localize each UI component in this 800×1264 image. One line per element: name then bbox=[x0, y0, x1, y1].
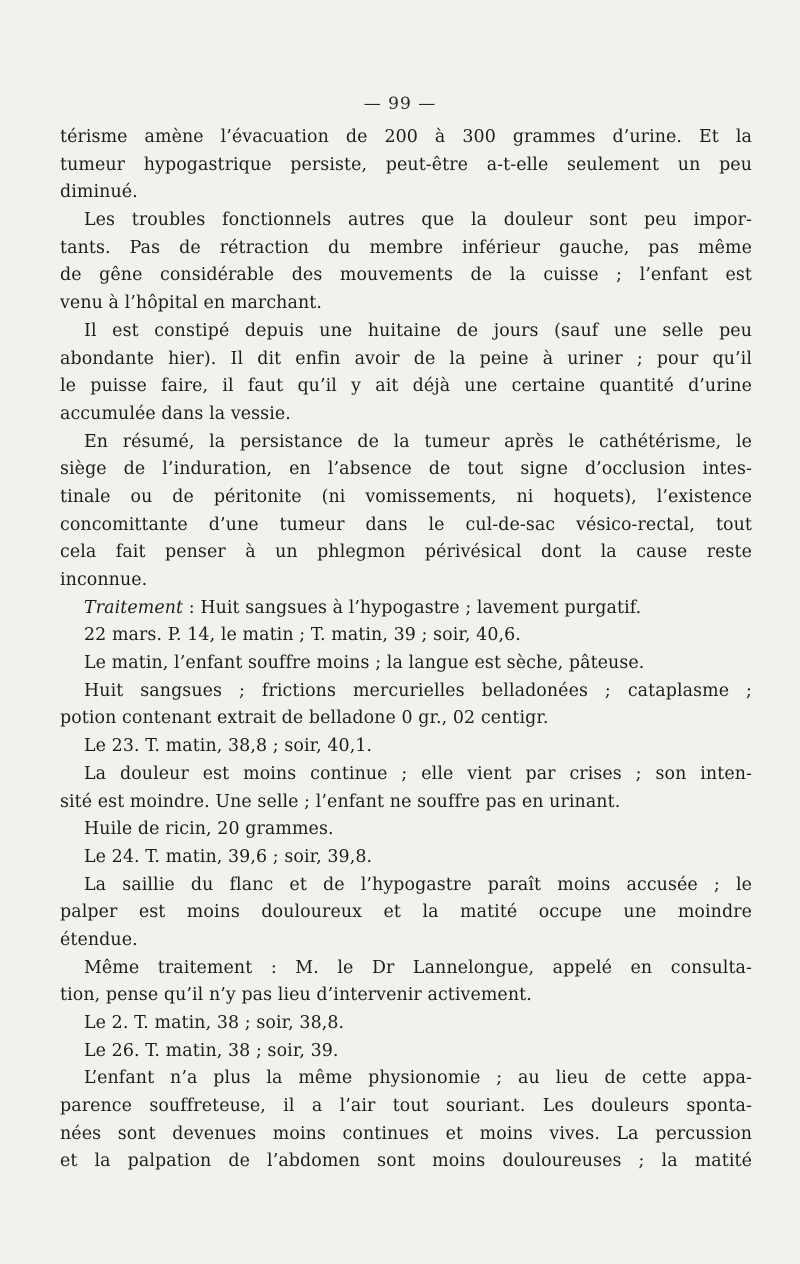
text-line: Les troubles fonctionnels autres que la douleur sont peu impor- bbox=[84, 210, 752, 231]
text-line: Huile de ricin, 20 grammes. bbox=[84, 819, 334, 840]
text-line: concomittante d’une tumeur dans le cul-de-sac vésico-rectal, tout bbox=[60, 514, 752, 535]
text-line: Même traitement : M. le Dr Lannelongue, appelé en consulta- bbox=[84, 957, 752, 978]
text-line: et la palpation de l’abdomen sont moins douloureuses ; la matité bbox=[60, 1151, 752, 1172]
text-line: Le 2. T. matin, 38 ; soir, 38,8. bbox=[84, 1013, 345, 1033]
text-line: En résumé, la persistance de la tumeur après le cathétérisme, le bbox=[84, 431, 752, 452]
text-line: L’enfant n’a plus la même physionomie ; au lieu de cette appa- bbox=[84, 1068, 752, 1089]
text-line: nées sont devenues moins continues et moins vives. La percussion bbox=[60, 1123, 752, 1144]
text-line: abondante hier). Il dit enfin avoir de la peine à uriner ; pour qu’il bbox=[60, 348, 752, 369]
text-line: Huit sangsues ; frictions mercurielles belladonées ; cataplasme ; bbox=[84, 680, 752, 701]
text-line: tinale ou de péritonite (ni vomissements, ni hoquets), l’existence bbox=[60, 486, 752, 507]
text-line: Il est constipé depuis une huitaine de jours (sauf une selle peu bbox=[84, 320, 752, 341]
text-line: le puisse faire, il faut qu’il y ait déjà une certaine quantité d’urine bbox=[60, 376, 752, 397]
text-line: térisme amène l’évacuation de 200 à 300 grammes d’urine. Et la bbox=[60, 127, 752, 147]
text-line: palper est moins douloureux et la matité occupe une moindre bbox=[60, 902, 752, 923]
text-line: étendue. bbox=[60, 929, 138, 950]
page-number: — 99 — bbox=[363, 94, 437, 114]
text-line: venu à l’hôpital en marchant. bbox=[60, 293, 322, 314]
text-line bbox=[60, 595, 752, 623]
text-line: tants. Pas de rétraction du membre inférieur gauche, pas même bbox=[60, 237, 752, 258]
text-line: Le 24. T. matin, 39,6 ; soir, 39,8. bbox=[84, 846, 373, 867]
text-line: tion, pense qu’il n’y pas lieu d’intervenir activement. bbox=[60, 985, 532, 1006]
text-line: potion contenant extrait de belladone 0 gr., 02 centigr. bbox=[60, 708, 549, 729]
italic-heading: Traitement bbox=[84, 597, 184, 618]
text-line: cela fait penser à un phlegmon périvésical dont la cause reste bbox=[60, 542, 752, 563]
line-text: : Huit sangsues à l’hypogastre ; lavement purgatif. bbox=[183, 597, 642, 618]
text-line: Le matin, l’enfant souffre moins ; la langue est sèche, pâteuse. bbox=[84, 653, 645, 674]
text-line: sité est moindre. Une selle ; l’enfant ne souffre pas en urinant. bbox=[60, 791, 621, 812]
text-line: tumeur hypogastrique persiste, peut-être a-t-elle seulement un peu bbox=[60, 154, 752, 175]
text-line: accumulée dans la vessie. bbox=[60, 403, 291, 424]
text-line: 22 mars. P. 14, le matin ; T. matin, 39 ; soir, 40,6. bbox=[84, 625, 521, 646]
text-line: Le 26. T. matin, 38 ; soir, 39. bbox=[84, 1040, 339, 1061]
text-line: La saillie du flanc et de l’hypogastre paraît moins accusée ; le bbox=[84, 874, 752, 895]
body-text bbox=[60, 124, 752, 1176]
text-line: La douleur est moins continue ; elle vient par crises ; son inten- bbox=[84, 763, 752, 784]
text-line: de gêne considérable des mouvements de la cuisse ; l’enfant est bbox=[60, 265, 752, 286]
text-line: siège de l’induration, en l’absence de tout signe d’occlusion intes- bbox=[60, 459, 752, 480]
text-line: inconnue. bbox=[60, 570, 148, 590]
text-line: parence souffreteuse, il a l’air tout souriant. Les douleurs sponta- bbox=[60, 1096, 752, 1117]
text-line: diminué. bbox=[60, 182, 138, 203]
text-line: Le 23. T. matin, 38,8 ; soir, 40,1. bbox=[84, 736, 373, 757]
